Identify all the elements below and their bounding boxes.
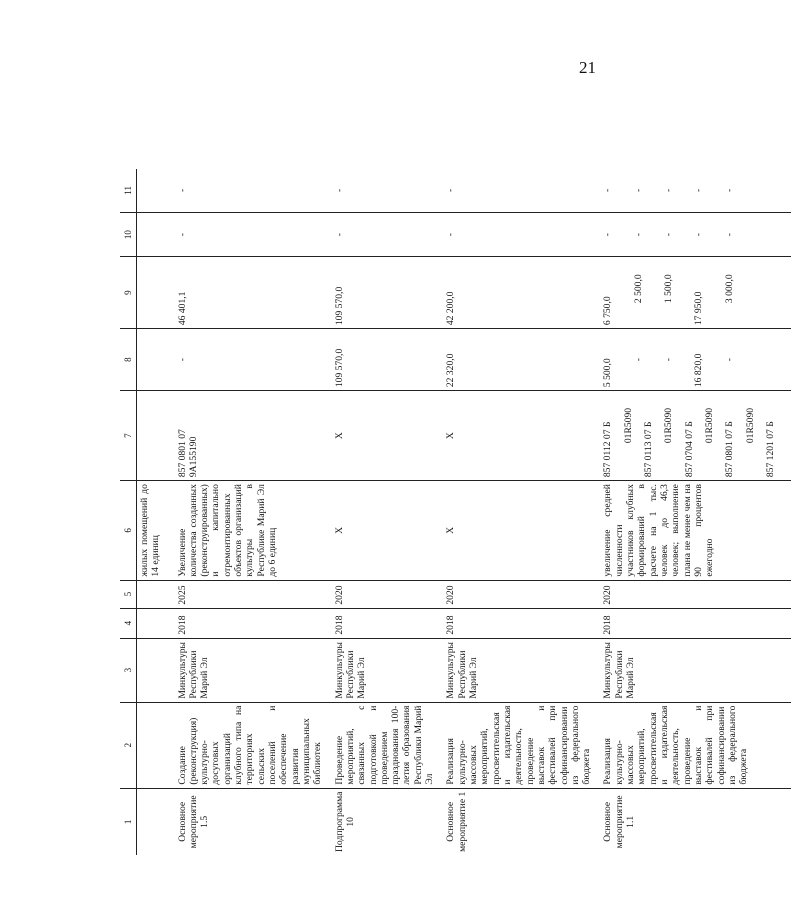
amount: 5 500,0 [602,358,614,388]
dash: - [723,188,735,192]
row2-c2: Проведение мероприятий, связанных с подготовкой и проведением празднования 100-летия образования Республики Марий Эл [330,702,442,788]
budget-code: 857 0112 07 Б [602,421,614,478]
row3-c5: 2020 [441,580,598,608]
page-number: 21 [579,58,596,77]
col-header-10: 10 [120,213,137,257]
col-header-11: 11 [120,169,137,213]
row3-c1: Основное мероприятие 1 [441,788,598,855]
row4-c2: Реализация культурно-массовых мероприятий, просветительская и издательская деятельность, проведение выставок и фестивалей при софинансировании из федерального бюджета [598,702,791,788]
row2-c7: Х [330,391,442,481]
dash: - [602,233,614,237]
dash: - [723,233,735,237]
row1-c3: Минкультуры Республики Марий Эл [173,638,330,702]
amount: 1 500,0 [663,274,675,304]
col-header-6: 6 [120,481,137,580]
continuation-text: жилых помещений до 14 единиц [137,481,173,580]
amount: - [663,358,675,362]
row2-c10: - [330,213,442,257]
col-header-9: 9 [120,257,137,329]
row2-c8: 109 570,0 [330,329,442,391]
budget-code: 01R5090 [744,407,756,444]
amount: - [632,358,644,362]
row3-c2: Реализация культурно-массовых мероприятий, просветительская и издательская деятельность, проведение выставок и фестивалей при софинансировании из федерального бюджета [441,702,598,788]
row2-c6: Х [330,481,442,580]
row3-c7: Х [441,391,598,481]
dash: - [632,188,644,192]
row3-c9: 42 200,0 [441,257,598,329]
budget-code: 857 0113 07 Б [643,421,655,478]
header-row [120,169,137,855]
row1-c7: 857 0801 07 9А155190 [173,391,330,481]
program-table [120,169,791,855]
amount: 6 750,0 [602,296,614,326]
row4-c11 [598,169,791,213]
row1-c10: - [173,213,330,257]
dash: - [663,233,675,237]
row3-c6: Х [441,481,598,580]
row3-c4: 2018 [441,608,598,638]
amount: 3 000,0 [723,274,735,304]
budget-code: 857 1201 07 Б [764,421,776,478]
row1-c6: Увеличение количества созданных (реконструированных) и капитально отремонтированных объектов организаций культуры в Республике Марий Эл до 6 единиц [173,481,330,580]
dash: - [602,188,614,192]
row4-c4: 2018 [598,608,791,638]
row4-c9 [598,257,791,329]
budget-code: 857 0704 07 Б [683,421,695,478]
row1-c2: Создание (реконструкция) культурно-досуговых организаций клубного типа на территориях сельских поселений и обеспечение развития муниципальных библиотек [173,702,330,788]
budget-code: 01R5090 [663,407,675,444]
row2-c5: 2020 [330,580,442,608]
amount: 16 820,0 [693,353,705,388]
row4-c1: Основное мероприятие 1.1 [598,788,791,855]
row3-c8: 22 320,0 [441,329,598,391]
row1-c8: - [173,329,330,391]
row4-c6: увеличение средней численности участников клубных формирований в расчете на 1 тыс. человек до 46,3 человек; выполнение плана не менее чем на 90 процентов ежегодно [598,481,791,580]
dash: - [693,233,705,237]
table-row [441,169,598,855]
row4-c7 [598,391,791,481]
table-row [598,169,791,855]
dash: - [663,188,675,192]
dash: - [632,233,644,237]
budget-code: 857 0801 07 Б [724,421,736,478]
row2-c4: 2018 [330,608,442,638]
row3-c11: - [445,188,457,192]
budget-code: 01R5090 [622,407,634,444]
row1-c11: - [176,188,188,192]
table-row-continuation [137,169,173,855]
amount: - [723,358,735,362]
row1-c4: 2018 [173,608,330,638]
row1-c5: 2025 [173,580,330,608]
amount: 2 500,0 [632,274,644,304]
row2-c3: Минкультуры Республики Марий Эл [330,638,442,702]
col-header-4: 4 [120,608,137,638]
col-header-2: 2 [120,702,137,788]
row2-c11: - [333,188,345,192]
dash: - [693,188,705,192]
amount: 17 950,0 [693,291,705,326]
row3-c10: - [441,213,598,257]
row4-c5: 2020 [598,580,791,608]
col-header-5: 5 [120,580,137,608]
table-row [330,169,442,855]
row4-c8 [598,329,791,391]
rotated-table-container [120,0,776,855]
row2-c1: Подпрограмма 10 [330,788,442,855]
row1-c1: Основное мероприятие 1.5 [173,788,330,855]
row3-c3: Минкультуры Республики Марий Эл [441,638,598,702]
table-row [173,169,330,855]
row1-c9: 46 401,1 [173,257,330,329]
col-header-3: 3 [120,638,137,702]
col-header-7: 7 [120,391,137,481]
row4-c3: Минкультуры Республики Марий Эл [598,638,791,702]
row4-c10 [598,213,791,257]
budget-code: 01R5090 [704,407,715,444]
col-header-8: 8 [120,329,137,391]
row2-c9: 109 570,0 [330,257,442,329]
col-header-1: 1 [120,788,137,855]
